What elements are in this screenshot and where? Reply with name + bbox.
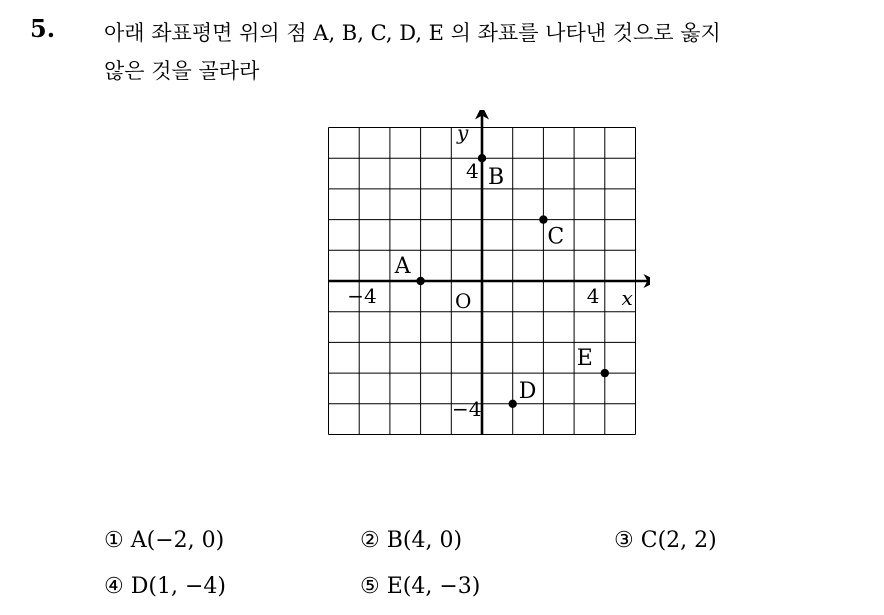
point-label-a: A [394,254,411,279]
point-b [478,154,486,162]
choice-2-marker: ② [360,528,380,553]
question-text [104,14,874,90]
choice-3-marker: ③ [614,528,634,553]
y-axis-label: y [457,120,469,145]
coordinate-plane [310,110,650,450]
choice-5-text: E(4, −3) [386,574,481,599]
choice-1[interactable] [104,528,224,553]
choice-4-text: D(1, −4) [130,574,226,599]
y-tick-label: −4 [452,396,482,421]
point-d [509,400,517,408]
x-tick-label: −4 [347,284,377,308]
question-text-line-2: 않은 것을 골라라 [104,59,260,83]
choice-4-marker: ④ [104,574,124,599]
choice-1-marker: ① [104,528,124,553]
choice-2[interactable] [360,528,462,553]
point-label-d: D [518,378,537,404]
choice-5-marker: ⑤ [360,574,380,599]
point-label-c: C [547,224,565,250]
x-tick-label: 4 [586,284,600,308]
choice-3-text: C(2, 2) [640,528,717,553]
x-axis-label: x [621,286,633,310]
choice-3[interactable] [614,528,717,553]
choice-5[interactable] [360,574,480,599]
point-a [416,277,424,285]
origin-label: O [455,289,472,313]
point-e [601,369,609,377]
question-number: 5. [30,14,56,43]
y-tick-label: 4 [466,159,479,184]
point-label-b: B [488,165,505,191]
choice-4[interactable] [104,574,226,599]
choice-2-text: B(4, 0) [386,528,463,553]
question-text-line-1: 아래 좌표평면 위의 점 A, B, C, D, E 의 좌표를 나타낸 것으로 옳지 [104,21,721,45]
point-label-e: E [576,346,593,372]
choice-1-text: A(−2, 0) [130,528,225,553]
point-c [539,215,547,223]
